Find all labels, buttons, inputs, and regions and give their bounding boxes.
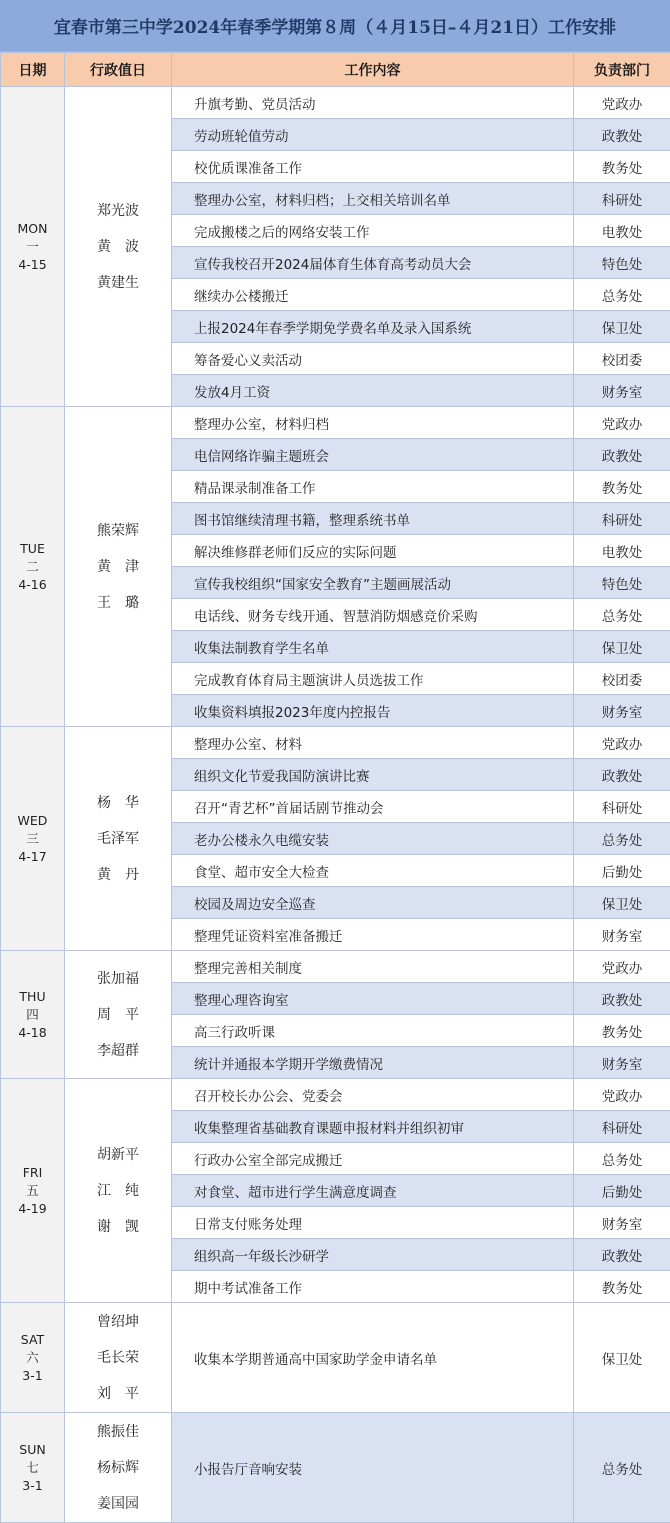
duty-cell bbox=[65, 727, 172, 951]
dept-cell: 科研处 bbox=[574, 791, 670, 823]
dept-cell: 财务室 bbox=[574, 1207, 670, 1239]
day-cell bbox=[1, 951, 65, 1079]
dept-cell: 政教处 bbox=[574, 983, 670, 1015]
dept-cell: 教务处 bbox=[574, 1015, 670, 1047]
table-row bbox=[1, 1079, 670, 1111]
duty-person: 黄 波 bbox=[65, 229, 171, 265]
task-cell: 高三行政听课 bbox=[172, 1015, 574, 1047]
task-cell: 升旗考勤、党员活动 bbox=[172, 87, 574, 119]
task-cell: 收集整理省基础教育课题申报材料并组织初审 bbox=[172, 1111, 574, 1143]
task-cell: 组织高一年级长沙研学 bbox=[172, 1239, 574, 1271]
task-cell: 召开校长办公会、党委会 bbox=[172, 1079, 574, 1111]
dept-cell: 党政办 bbox=[574, 407, 670, 439]
dept-cell: 校团委 bbox=[574, 663, 670, 695]
day-cell bbox=[1, 1079, 65, 1303]
duty-cell bbox=[65, 951, 172, 1079]
day-cn: 五 bbox=[1, 1182, 64, 1200]
task-cell: 收集法制教育学生名单 bbox=[172, 631, 574, 663]
table-row bbox=[1, 951, 670, 983]
task-cell: 召开“青艺杯”首届话剧节推动会 bbox=[172, 791, 574, 823]
dept-cell: 教务处 bbox=[574, 151, 670, 183]
dept-cell: 政教处 bbox=[574, 1239, 670, 1271]
day-date: 3-1 bbox=[1, 1367, 64, 1385]
task-cell: 宣传我校组织“国家安全教育”主题画展活动 bbox=[172, 567, 574, 599]
dept-cell: 总务处 bbox=[574, 279, 670, 311]
day-en: SUN bbox=[1, 1441, 64, 1459]
day-cell bbox=[1, 1413, 65, 1523]
duty-person: 曾绍坤 bbox=[65, 1304, 171, 1340]
task-cell: 行政办公室全部完成搬迁 bbox=[172, 1143, 574, 1175]
duty-person: 黄 丹 bbox=[65, 857, 171, 893]
schedule-body bbox=[1, 87, 670, 1523]
dept-cell: 总务处 bbox=[574, 1413, 670, 1523]
task-cell: 宣传我校召开2024届体育生体育高考动员大会 bbox=[172, 247, 574, 279]
header-row bbox=[1, 53, 670, 87]
table-row bbox=[1, 1413, 670, 1523]
dept-cell: 总务处 bbox=[574, 1143, 670, 1175]
day-cell bbox=[1, 87, 65, 407]
header-dept: 负责部门 bbox=[574, 53, 670, 87]
duty-cell bbox=[65, 1413, 172, 1523]
task-cell: 收集资料填报2023年度内控报告 bbox=[172, 695, 574, 727]
duty-person: 郑光波 bbox=[65, 193, 171, 229]
day-en: WED bbox=[1, 812, 64, 830]
dept-cell: 教务处 bbox=[574, 1271, 670, 1303]
header-content: 工作内容 bbox=[172, 53, 574, 87]
task-cell: 整理办公室，材料归档 bbox=[172, 407, 574, 439]
duty-person: 胡新平 bbox=[65, 1137, 171, 1173]
duty-cell bbox=[65, 1079, 172, 1303]
table-row bbox=[1, 87, 670, 119]
task-cell: 小报告厅音响安装 bbox=[172, 1413, 574, 1523]
duty-person: 李超群 bbox=[65, 1033, 171, 1069]
task-cell: 整理心理咨询室 bbox=[172, 983, 574, 1015]
table-row bbox=[1, 407, 670, 439]
day-cn: 七 bbox=[1, 1459, 64, 1477]
task-cell: 精品课录制准备工作 bbox=[172, 471, 574, 503]
duty-person: 黄 津 bbox=[65, 549, 171, 585]
dept-cell: 党政办 bbox=[574, 1079, 670, 1111]
task-cell: 统计并通报本学期开学缴费情况 bbox=[172, 1047, 574, 1079]
header-date: 日期 bbox=[1, 53, 65, 87]
dept-cell: 总务处 bbox=[574, 599, 670, 631]
schedule-table bbox=[0, 52, 670, 1523]
dept-cell: 保卫处 bbox=[574, 311, 670, 343]
dept-cell: 保卫处 bbox=[574, 631, 670, 663]
dept-cell: 电教处 bbox=[574, 535, 670, 567]
task-cell: 校园及周边安全巡查 bbox=[172, 887, 574, 919]
dept-cell: 教务处 bbox=[574, 471, 670, 503]
day-cn: 三 bbox=[1, 830, 64, 848]
dept-cell: 党政办 bbox=[574, 951, 670, 983]
page-title: 宜春市第三中学2024年春季学期第８周（４月15日–４月21日）工作安排 bbox=[0, 0, 670, 52]
task-cell: 期中考试准备工作 bbox=[172, 1271, 574, 1303]
duty-person: 周 平 bbox=[65, 997, 171, 1033]
dept-cell: 科研处 bbox=[574, 503, 670, 535]
dept-cell: 电教处 bbox=[574, 215, 670, 247]
day-en: FRI bbox=[1, 1164, 64, 1182]
dept-cell: 政教处 bbox=[574, 759, 670, 791]
day-cn: 一 bbox=[1, 238, 64, 256]
duty-person: 杨 华 bbox=[65, 785, 171, 821]
dept-cell: 保卫处 bbox=[574, 1303, 670, 1413]
dept-cell: 政教处 bbox=[574, 119, 670, 151]
dept-cell: 校团委 bbox=[574, 343, 670, 375]
duty-cell bbox=[65, 407, 172, 727]
task-cell: 整理完善相关制度 bbox=[172, 951, 574, 983]
dept-cell: 政教处 bbox=[574, 439, 670, 471]
task-cell: 校优质课准备工作 bbox=[172, 151, 574, 183]
day-en: SAT bbox=[1, 1331, 64, 1349]
day-cell bbox=[1, 727, 65, 951]
day-en: THU bbox=[1, 988, 64, 1006]
task-cell: 图书馆继续清理书籍，整理系统书单 bbox=[172, 503, 574, 535]
day-date: 4-18 bbox=[1, 1024, 64, 1042]
dept-cell: 后勤处 bbox=[574, 1175, 670, 1207]
duty-cell bbox=[65, 87, 172, 407]
dept-cell: 党政办 bbox=[574, 87, 670, 119]
day-cell bbox=[1, 1303, 65, 1413]
day-date: 4-15 bbox=[1, 256, 64, 274]
table-row bbox=[1, 1303, 670, 1413]
task-cell: 电信网络诈骗主题班会 bbox=[172, 439, 574, 471]
dept-cell: 科研处 bbox=[574, 183, 670, 215]
task-cell: 组织文化节爱我国防演讲比赛 bbox=[172, 759, 574, 791]
task-cell: 解决维修群老师们反应的实际问题 bbox=[172, 535, 574, 567]
duty-person: 熊振佳 bbox=[65, 1414, 171, 1450]
dept-cell: 特色处 bbox=[574, 247, 670, 279]
dept-cell: 保卫处 bbox=[574, 887, 670, 919]
task-cell: 整理凭证资料室准备搬迁 bbox=[172, 919, 574, 951]
task-cell: 电话线、财务专线开通、智慧消防烟感竞价采购 bbox=[172, 599, 574, 631]
duty-person: 王 璐 bbox=[65, 585, 171, 621]
duty-person: 谢 觊 bbox=[65, 1209, 171, 1245]
duty-person: 刘 平 bbox=[65, 1376, 171, 1412]
duty-person: 毛长荣 bbox=[65, 1340, 171, 1376]
task-cell: 对食堂、超市进行学生满意度调查 bbox=[172, 1175, 574, 1207]
dept-cell: 特色处 bbox=[574, 567, 670, 599]
task-cell: 食堂、超市安全大检查 bbox=[172, 855, 574, 887]
day-date: 4-17 bbox=[1, 848, 64, 866]
duty-person: 张加福 bbox=[65, 961, 171, 997]
task-cell: 继续办公楼搬迁 bbox=[172, 279, 574, 311]
dept-cell: 财务室 bbox=[574, 375, 670, 407]
day-cn: 二 bbox=[1, 558, 64, 576]
day-date: 4-16 bbox=[1, 576, 64, 594]
task-cell: 整理办公室，材料归档；上交相关培训名单 bbox=[172, 183, 574, 215]
duty-person: 熊荣辉 bbox=[65, 513, 171, 549]
task-cell: 收集本学期普通高中国家助学金申请名单 bbox=[172, 1303, 574, 1413]
task-cell: 完成搬楼之后的网络安装工作 bbox=[172, 215, 574, 247]
header-duty: 行政值日 bbox=[65, 53, 172, 87]
dept-cell: 后勤处 bbox=[574, 855, 670, 887]
task-cell: 筹备爱心义卖活动 bbox=[172, 343, 574, 375]
task-cell: 老办公楼永久电缆安装 bbox=[172, 823, 574, 855]
day-cn: 六 bbox=[1, 1349, 64, 1367]
dept-cell: 财务室 bbox=[574, 919, 670, 951]
duty-person: 杨标辉 bbox=[65, 1450, 171, 1486]
task-cell: 整理办公室、材料 bbox=[172, 727, 574, 759]
task-cell: 发放4月工资 bbox=[172, 375, 574, 407]
day-cn: 四 bbox=[1, 1006, 64, 1024]
table-row bbox=[1, 727, 670, 759]
duty-person: 江 纯 bbox=[65, 1173, 171, 1209]
task-cell: 完成教育体育局主题演讲人员选拔工作 bbox=[172, 663, 574, 695]
task-cell: 上报2024年春季学期免学费名单及录入国系统 bbox=[172, 311, 574, 343]
duty-person: 姜国园 bbox=[65, 1486, 171, 1522]
task-cell: 劳动班轮值劳动 bbox=[172, 119, 574, 151]
duty-cell bbox=[65, 1303, 172, 1413]
dept-cell: 总务处 bbox=[574, 823, 670, 855]
dept-cell: 科研处 bbox=[574, 1111, 670, 1143]
day-cell bbox=[1, 407, 65, 727]
day-date: 4-19 bbox=[1, 1200, 64, 1218]
day-en: MON bbox=[1, 220, 64, 238]
dept-cell: 党政办 bbox=[574, 727, 670, 759]
dept-cell: 财务室 bbox=[574, 695, 670, 727]
duty-person: 毛泽军 bbox=[65, 821, 171, 857]
duty-person: 黄建生 bbox=[65, 265, 171, 301]
day-date: 3-1 bbox=[1, 1477, 64, 1495]
task-cell: 日常支付账务处理 bbox=[172, 1207, 574, 1239]
dept-cell: 财务室 bbox=[574, 1047, 670, 1079]
day-en: TUE bbox=[1, 540, 64, 558]
